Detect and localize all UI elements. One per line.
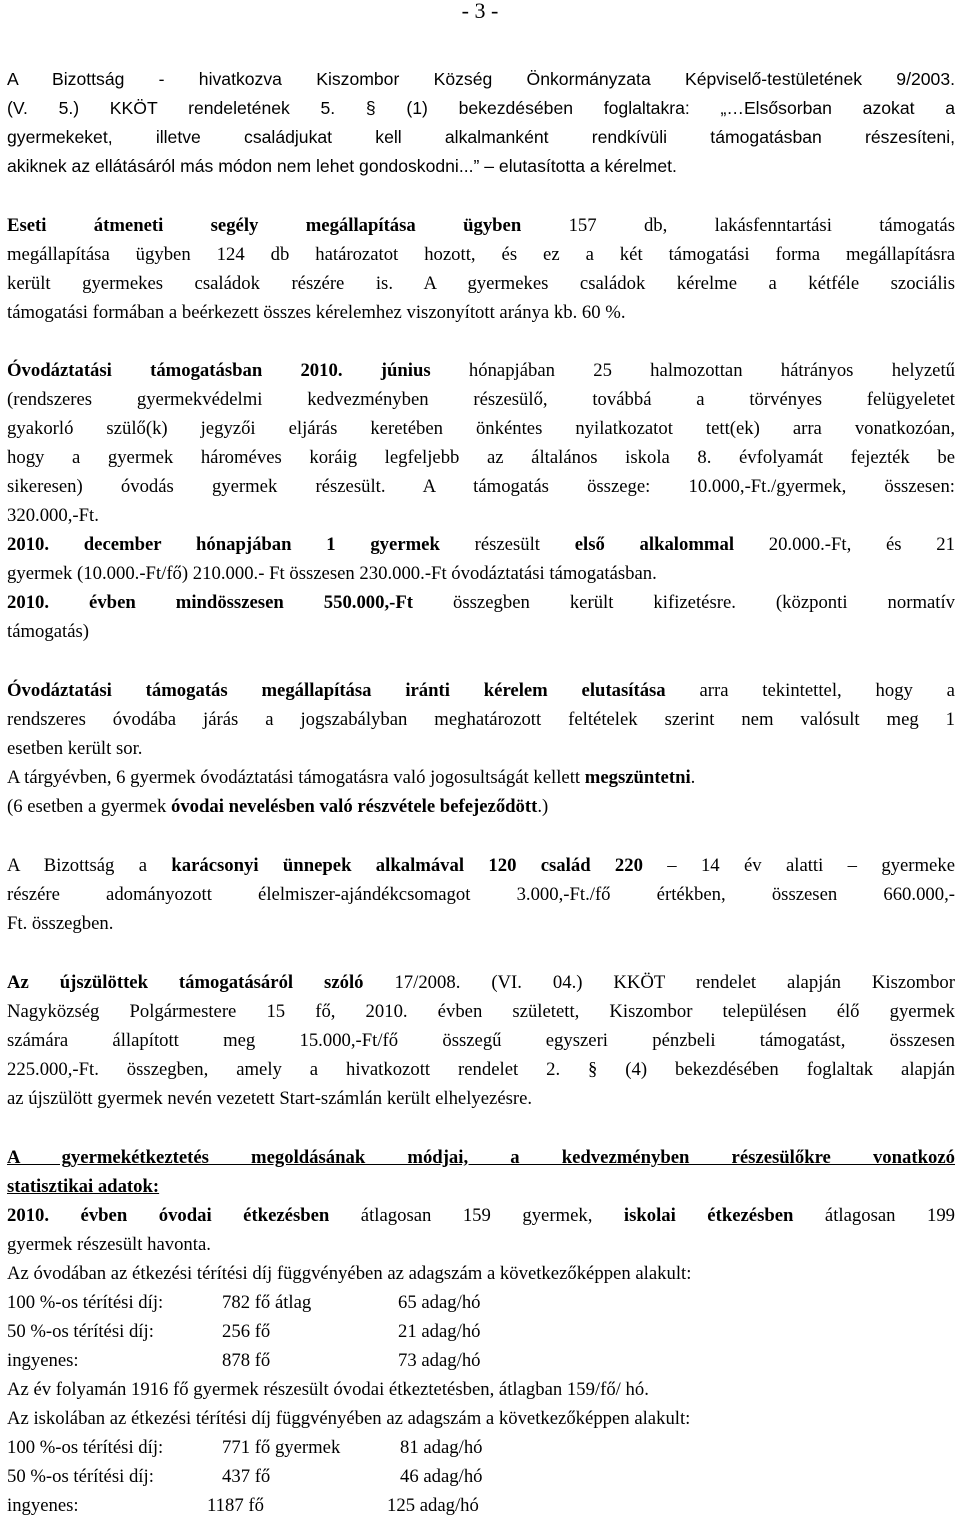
etkeztetes-line-1 bbox=[7, 1203, 955, 1229]
karacsony-line-2: részére adományozott élelmiszer-ajándékcsomagot 3.000,-Ft./fő értékben, összesen 660.000,- bbox=[7, 884, 955, 905]
elutasitas-line-3: esetben került sor. bbox=[7, 738, 143, 759]
ujszulott-line-2: Nagyközség Polgármestere 15 fő, 2010. évben született, Kiszombor településen élő gyermek bbox=[7, 1001, 955, 1022]
intro-line-4: akiknek az ellátásáról más módon nem lehet gondoskodni...” – elutasította a kérelmet. bbox=[7, 156, 677, 176]
ovoda-line-7 bbox=[7, 532, 955, 558]
elutasitas-line-1 bbox=[7, 678, 955, 704]
ovoda-row-2-type: 50 %-os térítési díj: bbox=[7, 1321, 154, 1342]
ovoda-line-7-mid: részesült bbox=[439, 534, 575, 555]
ovoda-line-1-text: hónapjában 25 halmozottan hátrányos helyzetű bbox=[430, 360, 955, 381]
elutasitas-line-4-text: A tárgyévben, 6 gyermek óvodáztatási támogatásra való jogosultságát kellett bbox=[7, 767, 585, 788]
karacsony-line-3: Ft. összegben. bbox=[7, 913, 114, 934]
iskola-row-1-portion: 81 adag/hó bbox=[400, 1437, 483, 1458]
ovoda-month: június bbox=[380, 360, 431, 381]
intro-line-2: (V. 5.) KKÖT rendeletének 5. § (1) bekezdésében foglaltakra: „…Elsősorban azokat a bbox=[7, 98, 955, 118]
etkeztetes-heading-text-1: A gyermekétkeztetés megoldásának módjai, a kedvezményben részesülőkre vonatkozó bbox=[7, 1147, 955, 1168]
ujszulott-line-4: 225.000,-Ft. összegben, amely a hivatkozott rendelet 2. § (4) bekezdésében foglaltak alapján bbox=[7, 1059, 955, 1080]
ovoda-row-2-portion: 21 adag/hó bbox=[398, 1321, 481, 1342]
elutasitas-line-5-end: .) bbox=[537, 796, 549, 817]
etkeztetes-line-3: Az óvodában az étkezési térítési díj függvényében az adagszám a következőképpen alakult: bbox=[7, 1263, 692, 1284]
ovoda-total: 2010. évben mindösszesen 550.000,-Ft bbox=[7, 592, 414, 613]
elutasitas-heading: Óvodáztatási támogatás megállapítása iránti kérelem elutasítása bbox=[7, 680, 666, 701]
ovoda-row-1-portion: 65 adag/hó bbox=[398, 1292, 481, 1313]
karacsony-heading: karácsonyi ünnepek alkalmával 120 család 220 bbox=[171, 855, 643, 876]
ovoda-row-3-type: ingyenes: bbox=[7, 1350, 79, 1371]
intro-line-1: A Bizottság - hivatkozva Kiszombor Község Önkormányzata Képviselő-testületének 9/2003. bbox=[7, 69, 955, 89]
iskola-row-1-count: 771 fő gyermek bbox=[222, 1437, 341, 1458]
ovoda-line-9-text: összegben került kifizetésre. (központi normatív bbox=[413, 592, 955, 613]
ujszulott-line-1 bbox=[7, 970, 955, 996]
etkeztetes-heading-1 bbox=[7, 1145, 955, 1171]
page-number: - 3 - bbox=[461, 0, 499, 23]
etkeztetes-line-5: Az iskolában az étkezési térítési díj függvényében az adagszám a következőképpen alakult: bbox=[7, 1408, 691, 1429]
ovoda-line-3: gyakorló szülő(k) jegyzői eljárás keretében önkéntes nyilatkozatot tett(ek) arra vonatkozóan, bbox=[7, 418, 955, 439]
iskola-row-2-count: 437 fő bbox=[222, 1466, 271, 1487]
elutasitas-line-4-end: . bbox=[690, 767, 696, 788]
etkeztetes-heading-text-2: statisztikai adatok: bbox=[7, 1176, 160, 1197]
etkeztetes-line-4: Az év folyamán 1916 fő gyermek részesült óvodai étkeztetésben, átlagban 159/fő/ hó. bbox=[7, 1379, 649, 1400]
ovoda-line-9 bbox=[7, 590, 955, 616]
karacsony-line-1-text: – 14 év alatti – gyermeke bbox=[642, 855, 955, 876]
ovoda-line-7-text: 20.000.-Ft, és 21 bbox=[734, 534, 955, 555]
ovoda-row-3-count: 878 fő bbox=[222, 1350, 271, 1371]
eseti-line-4: támogatási formában a beérkezett összes kérelemhez viszonyított aránya kb. 60 %. bbox=[7, 302, 626, 323]
ovoda-line-4: hogy a gyermek hároméves koráig legfeljebb az általános iskola 8. évfolyamát fejezték be bbox=[7, 447, 955, 468]
etkeztetes-line-1-text: átlagosan 199 bbox=[793, 1205, 955, 1226]
etkeztetes-heading-2 bbox=[7, 1174, 955, 1200]
elutasitas-terminate: megszüntetni bbox=[584, 767, 691, 788]
intro-line-3: gyermekeket, illetve családjukat kell alkalmanként rendkívüli támogatásban részesíteni, bbox=[7, 127, 955, 147]
eseti-line-2: megállapítása ügyben 124 db határozatot hozott, és ez a két támogatási forma megállapításra bbox=[7, 244, 955, 265]
ovoda-row-1-type: 100 %-os térítési díj: bbox=[7, 1292, 164, 1313]
karacsony-line-1-start: A Bizottság a bbox=[7, 855, 172, 876]
ovoda-line-6: 320.000,-Ft. bbox=[7, 505, 99, 526]
ovoda-heading: Óvodáztatási támogatásban 2010. bbox=[7, 360, 343, 381]
eseti-heading: Eseti átmeneti segély megállapítása ügyben bbox=[7, 215, 522, 236]
ujszulott-line-5: az újszülött gyermek nevén vezetett Start-számlán került elhelyezésre. bbox=[7, 1088, 533, 1109]
iskola-row-3-portion: 125 adag/hó bbox=[387, 1495, 479, 1516]
etkeztetes-ovodai: 2010. évben óvodai étkezésben bbox=[7, 1205, 330, 1226]
eseti-line-1-text: 157 db, lakásfenntartási támogatás bbox=[521, 215, 955, 236]
eseti-line-1 bbox=[7, 213, 955, 239]
karacsony-line-1 bbox=[7, 853, 955, 879]
ujszulott-heading: Az újszülöttek támogatásáról szóló bbox=[7, 972, 364, 993]
ovoda-line-5: sikeresen) óvodás gyermek részesült. A támogatás összege: 10.000,-Ft./gyermek, összesen: bbox=[7, 476, 955, 497]
iskola-row-1-type: 100 %-os térítési díj: bbox=[7, 1437, 164, 1458]
etkeztetes-line-1-mid: átlagosan 159 gyermek, bbox=[329, 1205, 624, 1226]
etkeztetes-iskolai: iskolai étkezésben bbox=[623, 1205, 794, 1226]
elutasitas-line-1-text: arra tekintettel, hogy a bbox=[665, 680, 955, 701]
etkeztetes-line-2: gyermek részesült havonta. bbox=[7, 1234, 211, 1255]
ovoda-row-2-count: 256 fő bbox=[222, 1321, 271, 1342]
elutasitas-line-5-text: (6 esetben a gyermek bbox=[7, 796, 171, 817]
iskola-row-2-portion: 46 adag/hó bbox=[400, 1466, 483, 1487]
ovoda-december: 2010. december hónapjában 1 gyermek bbox=[7, 534, 440, 555]
elutasitas-line-5 bbox=[7, 794, 955, 820]
eseti-line-3: került gyermekes családok részére is. A gyermekes családok kérelme a kétféle szociális bbox=[7, 273, 955, 294]
ujszulott-line-3: számára állapított meg 15.000,-Ft/fő összegű egyszeri pénzbeli támogatást, összesen bbox=[7, 1030, 955, 1051]
elutasitas-reason: óvodai nevelésben való részvétele befejeződött bbox=[170, 796, 538, 817]
ovoda-row-1-count: 782 fő átlag bbox=[222, 1292, 312, 1313]
iskola-row-2-type: 50 %-os térítési díj: bbox=[7, 1466, 154, 1487]
ovoda-line-10: támogatás) bbox=[7, 621, 89, 642]
iskola-row-3-type: ingyenes: bbox=[7, 1495, 79, 1516]
elutasitas-line-4 bbox=[7, 765, 955, 791]
ovoda-line-2: (rendszeres gyermekvédelmi kedvezményben részesülő, továbbá a törvényes felügyeletet bbox=[7, 389, 955, 410]
ujszulott-line-1-text: 17/2008. (VI. 04.) KKÖT rendelet alapján Kiszombor bbox=[363, 972, 955, 993]
ovoda-line-1 bbox=[7, 358, 955, 384]
ovoda-row-3-portion: 73 adag/hó bbox=[398, 1350, 481, 1371]
ovoda-line-8: gyermek (10.000.-Ft/fő) 210.000.- Ft összesen 230.000.-Ft óvodáztatási támogatásban. bbox=[7, 563, 657, 584]
iskola-row-3-count: 1187 fő bbox=[207, 1495, 264, 1516]
elutasitas-line-2: rendszeres óvodába járás a jogszabályban meghatározott feltételek szerint nem valósult meg 1 bbox=[7, 709, 955, 730]
ovoda-first-time: első alkalommal bbox=[574, 534, 735, 555]
